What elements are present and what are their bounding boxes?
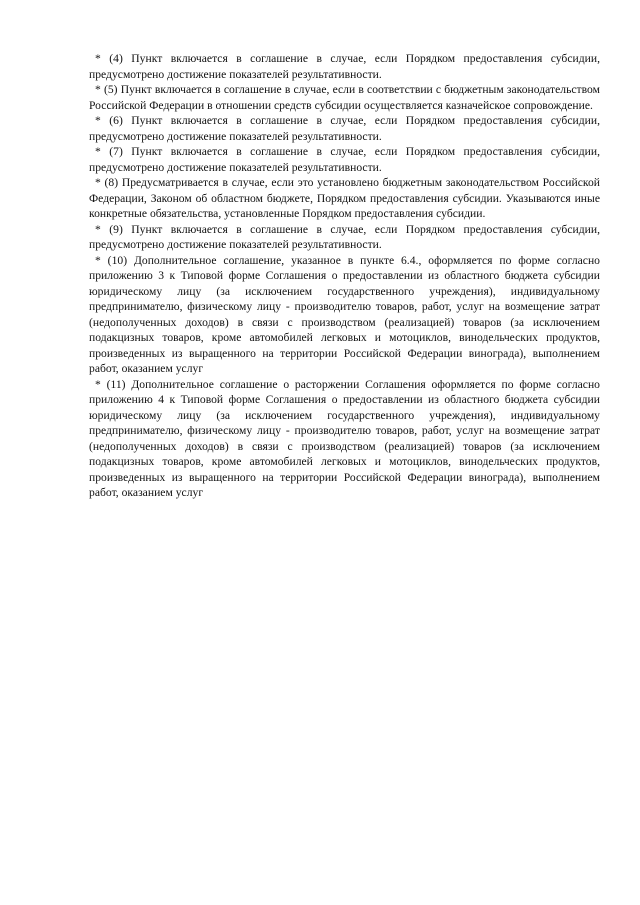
footnotes-block xyxy=(89,51,600,501)
footnote-7: * (7) Пункт включается в соглашение в случае, если Порядком предоставления субсидии, предусмотрено достижение показателей результативности. xyxy=(89,145,600,174)
footnote-5: * (5) Пункт включается в соглашение в случае, если в соответствии с бюджетным законодательством Российской Федерации в отношении средств субсидии осуществляется казначейское сопровождение. xyxy=(89,83,600,112)
footnote-8: * (8) Предусматривается в случае, если это установлено бюджетным законодательством Российской Федерации, Законом об областном бюджете, Порядком предоставления субсидии. Указываются иные конкретные обязательства, установленные Порядком предоставления субсидии. xyxy=(89,176,600,220)
footnote-10: * (10) Дополнительное соглашение, указанное в пункте 6.4., оформляется по форме согласно приложению 3 к Типовой форме Соглашения о предоставлении из областного бюджета субсидии юридическому лицу (за исключением государственного учреждения), индивидуальному предпринимателю, физическому лицу - производителю товаров, работ, услуг на возмещение затрат (недополученных доходов) в связи с производством (реализацией) товаров (за исключением подакцизных товаров, кроме автомобилей легковых и мотоциклов, винодельческих продуктов, произведенных из выращенного на территории Российской Федерации винограда), выполнением работ, оказанием услуг xyxy=(89,253,600,375)
footnote-9: * (9) Пункт включается в соглашение в случае, если Порядком предоставления субсидии, предусмотрено достижение показателей результативности. xyxy=(89,222,600,251)
footnote-6: * (6) Пункт включается в соглашение в случае, если Порядком предоставления субсидии, предусмотрено достижение показателей результативности. xyxy=(89,114,600,143)
footnote-4: * (4) Пункт включается в соглашение в случае, если Порядком предоставления субсидии, предусмотрено достижение показателей результативности. xyxy=(89,52,600,81)
footnote-11: * (11) Дополнительное соглашение о расторжении Соглашения оформляется по форме согласно приложению 4 к Типовой форме Соглашения о предоставлении из областного бюджета субсидии юридическому лицу (за исключением государственного учреждения), индивидуальному предпринимателю, физическому лицу - производителю товаров, работ, услуг на возмещение затрат (недополученных доходов) в связи с производством (реализацией) товаров (за исключением подакцизных товаров, кроме автомобилей легковых и мотоциклов, винодельческих продуктов, произведенных из выращенного на территории Российской Федерации винограда), выполнением работ, оказанием услуг xyxy=(89,377,600,499)
